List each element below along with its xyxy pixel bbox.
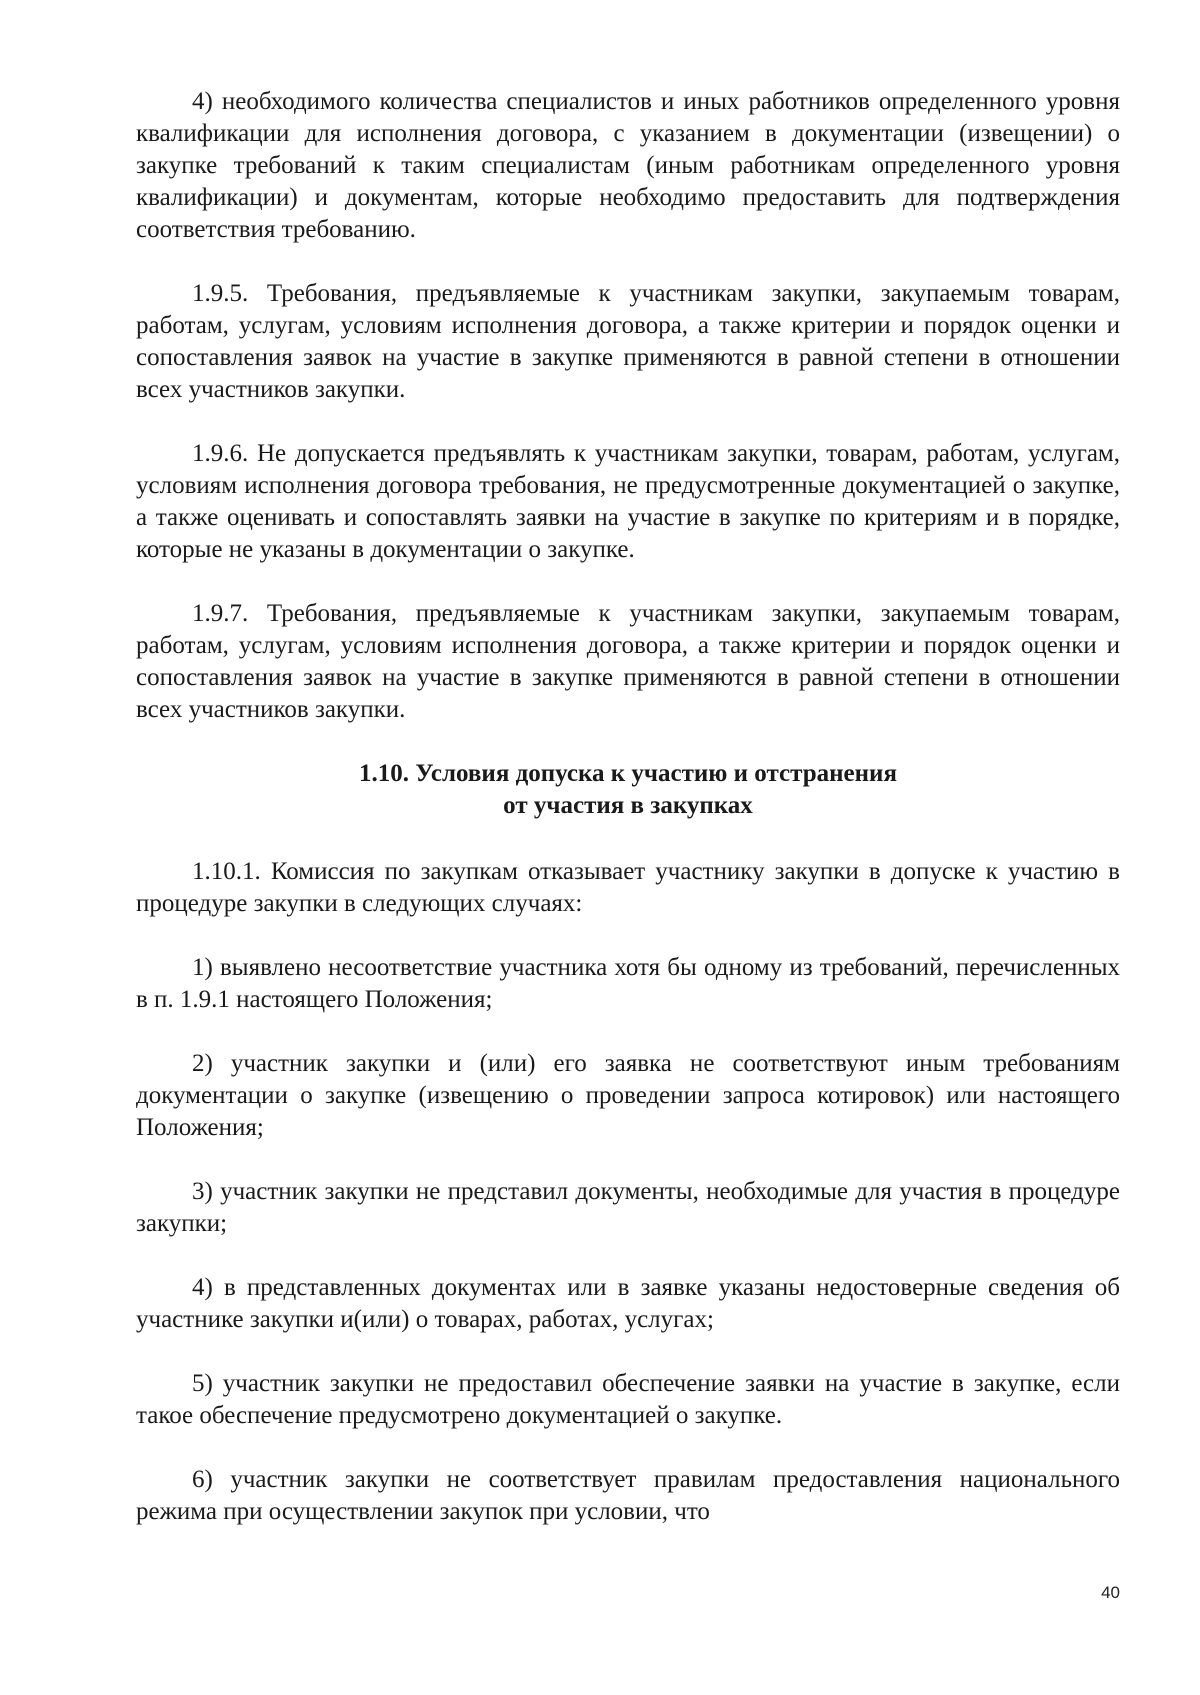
section-heading-line-2: от участия в закупках xyxy=(503,792,753,819)
list-item-4: 4) в представленных документах или в заявке указаны недостоверные сведения об участнике закупки и(или) о товарах, работах, услугах; xyxy=(136,1274,1120,1333)
list-item-6: 6) участник закупки не соответствует правилам предоставления национального режима при осуществлении закупок при условии, что xyxy=(136,1466,1120,1525)
paragraph-1-9-6: 1.9.6. Не допускается предъявлять к участникам закупки, товарам, работам, услугам, условиям исполнения договора требования, не предусмотренные документацией о закупке, а также оценивать и сопоставлять заявки на участие в закупке по критериям и в порядке, которые не указаны в документации о закупке. xyxy=(136,440,1120,563)
list-item-5: 5) участник закупки не предоставил обеспечение заявки на участие в закупке, если такое обеспечение предусмотрено документацией о закупке. xyxy=(136,1370,1120,1429)
document-page xyxy=(136,86,1120,1528)
paragraph-item-4-specialists: 4) необходимого количества специалистов и иных работников определенного уровня квалификации для исполнения договора, с указанием в документации (извещении) о закупке требований к таким специалистам (иным работникам определенного уровня квалификации) и документам, которые необходимо предоставить для подтверждения соответствия требованию. xyxy=(136,88,1120,243)
section-heading-line-1: 1.10. Условия допуска к участию и отстранения xyxy=(359,760,897,787)
page-number: 40 xyxy=(1101,1583,1120,1602)
paragraph-1-10-1: 1.10.1. Комиссия по закупкам отказывает участнику закупки в допуске к участию в процедуре закупки в следующих случаях: xyxy=(136,858,1120,917)
list-item-3: 3) участник закупки не представил документы, необходимые для участия в процедуре закупки; xyxy=(136,1178,1120,1237)
section-heading-1-10 xyxy=(136,758,1120,822)
list-item-1: 1) выявлено несоответствие участника хотя бы одному из требований, перечисленных в п. 1.9.1 настоящего Положения; xyxy=(136,954,1120,1013)
paragraph-1-9-7: 1.9.7. Требования, предъявляемые к участникам закупки, закупаемым товарам, работам, услугам, условиям исполнения договора, а также критерии и порядок оценки и сопоставления заявок на участие в закупке применяются в равной степени в отношении всех участников закупки. xyxy=(136,600,1120,723)
list-item-2: 2) участник закупки и (или) его заявка не соответствуют иным требованиям документации о закупке (извещению о проведении запроса котировок) или настоящего Положения; xyxy=(136,1050,1120,1141)
paragraph-1-9-5: 1.9.5. Требования, предъявляемые к участникам закупки, закупаемым товарам, работам, услугам, условиям исполнения договора, а также критерии и порядок оценки и сопоставления заявок на участие в закупке применяются в равной степени в отношении всех участников закупки. xyxy=(136,280,1120,403)
